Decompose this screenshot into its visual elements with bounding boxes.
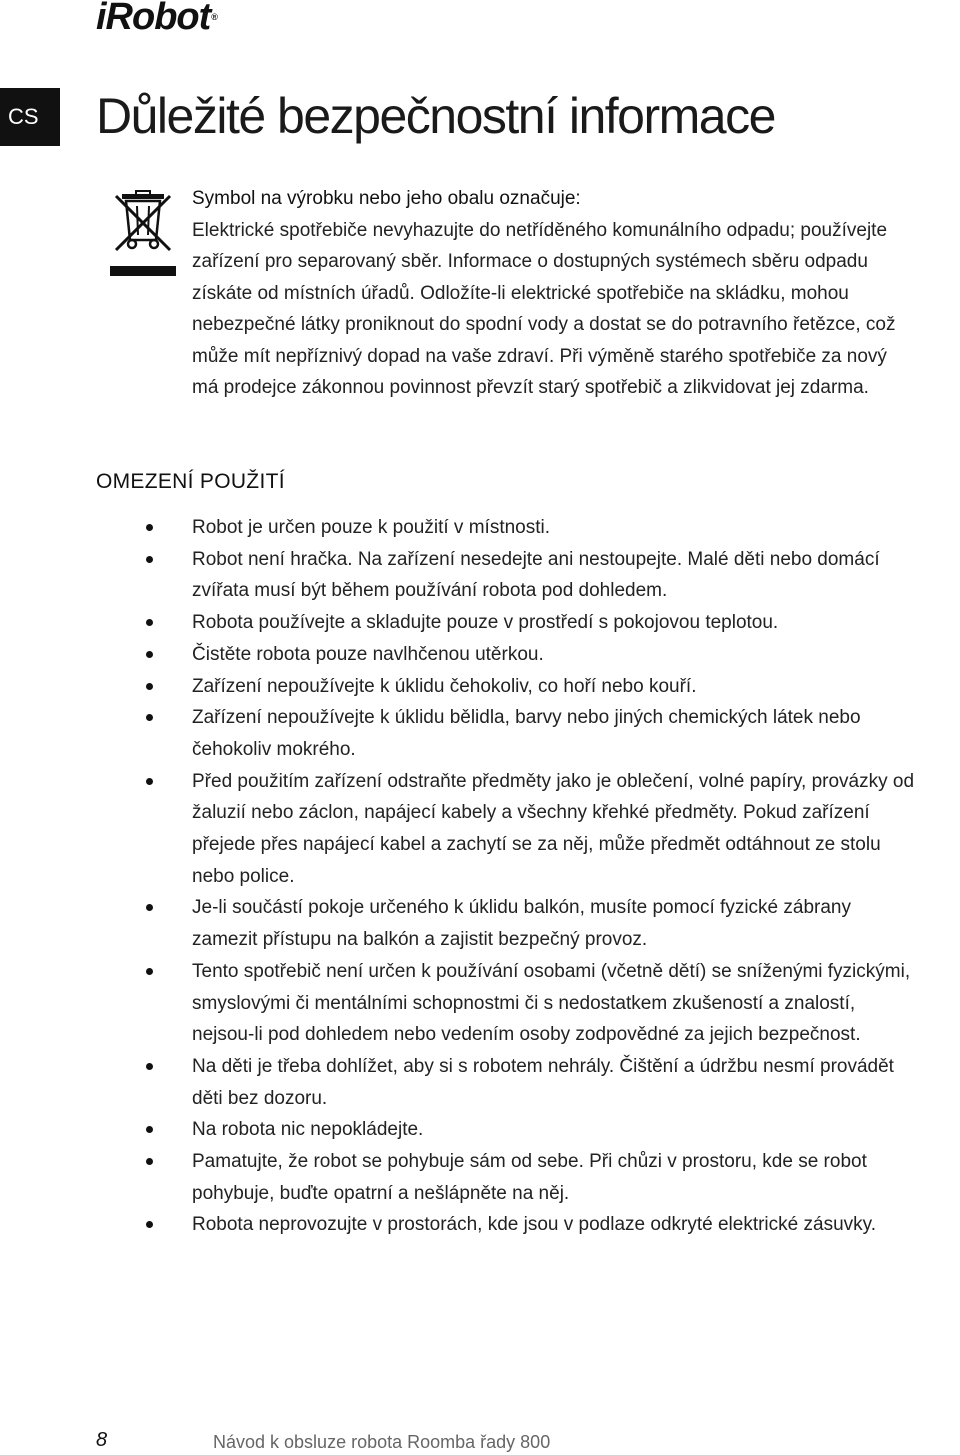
list-item: Pamatujte, že robot se pohybuje sám od sebe. Při chůzi v prostoru, kde se robot pohybuje, buďte opatrní a nešlápněte na něj. xyxy=(192,1146,917,1209)
list-item: Robot není hračka. Na zařízení nesedejte ani nestoupejte. Malé děti nebo domácí zvířata musí být během používání robota pod dohledem. xyxy=(192,544,917,607)
footer-doc-title: Návod k obsluze robota Roomba řady 800 xyxy=(213,1432,551,1452)
usage-restrictions-list xyxy=(192,512,917,1241)
list-item: Čistěte robota pouze navlhčenou utěrkou. xyxy=(192,639,917,671)
irobot-logo xyxy=(96,0,217,38)
page-number: 8 xyxy=(96,1429,108,1451)
list-item: Robota používejte a skladujte pouze v prostředí s pokojovou teplotou. xyxy=(192,607,917,639)
list-item: Robota neprovozujte v prostorách, kde jsou v podlaze odkryté elektrické zásuvky. xyxy=(192,1209,917,1241)
list-item: Tento spotřebič není určen k používání osobami (včetně dětí) se sníženými fyzickými, smyslovými či mentálními schopnostmi či s nedostatkem zkušeností a znalostí, nejsou-li pod dohledem nebo vedením osoby zodpovědné za jejich bezpečnost. xyxy=(192,956,917,1051)
language-tab: CS xyxy=(0,88,60,146)
registered-mark: ® xyxy=(211,12,217,22)
disposal-info xyxy=(192,183,917,404)
disposal-heading: Symbol na výrobku nebo jeho obalu označuje: xyxy=(192,188,581,209)
list-item: Před použitím zařízení odstraňte předměty jako je oblečení, volné papíry, provázky od žaluzií nebo záclon, napájecí kabely a všechny křehké předměty. Pokud zařízení přejede přes napájecí kabel a zachytí se za něj, může předmět odtáhnout ze stolu nebo police. xyxy=(192,766,917,893)
list-item: Robot je určen pouze k použití v místnosti. xyxy=(192,512,917,544)
page-title: Důležité bezpečnostní informace xyxy=(96,88,775,144)
crossed-out-wheeled-bin-icon xyxy=(108,188,178,280)
list-item: Zařízení nepoužívejte k úklidu bělidla, barvy nebo jiných chemických látek nebo čehokoliv mokrého. xyxy=(192,702,917,765)
usage-restrictions-heading: OMEZENÍ POUŽITÍ xyxy=(96,470,285,493)
list-item: Na děti je třeba dohlížet, aby si s robotem nehrály. Čištění a údržbu nesmí provádět děti bez dozoru. xyxy=(192,1051,917,1114)
brand-name: iRobot xyxy=(96,0,211,38)
disposal-text: Elektrické spotřebiče nevyhazujte do netříděného komunálního odpadu; používejte zařízení pro separovaný sběr. Informace o dostupných systémech sběru odpadu získáte od místních úřadů. Odložíte-li elektrické spotřebiče na skládku, mohou nebezpečné látky proniknout do spodní vody a dostat se do potravního řetězce, což může mít nepříznivý dopad na vaše zdraví. Při výměně starého spotřebiče za nový má prodejce zákonnou povinnost převzít starý spotřebič a zlikvidovat jej zdarma. xyxy=(192,219,896,398)
list-item: Zařízení nepoužívejte k úklidu čehokoliv, co hoří nebo kouří. xyxy=(192,671,917,703)
list-item: Je-li součástí pokoje určeného k úklidu balkón, musíte pomocí fyzické zábrany zamezit přístupu na balkón a zajistit bezpečný provoz. xyxy=(192,892,917,955)
list-item: Na robota nic nepokládejte. xyxy=(192,1114,917,1146)
